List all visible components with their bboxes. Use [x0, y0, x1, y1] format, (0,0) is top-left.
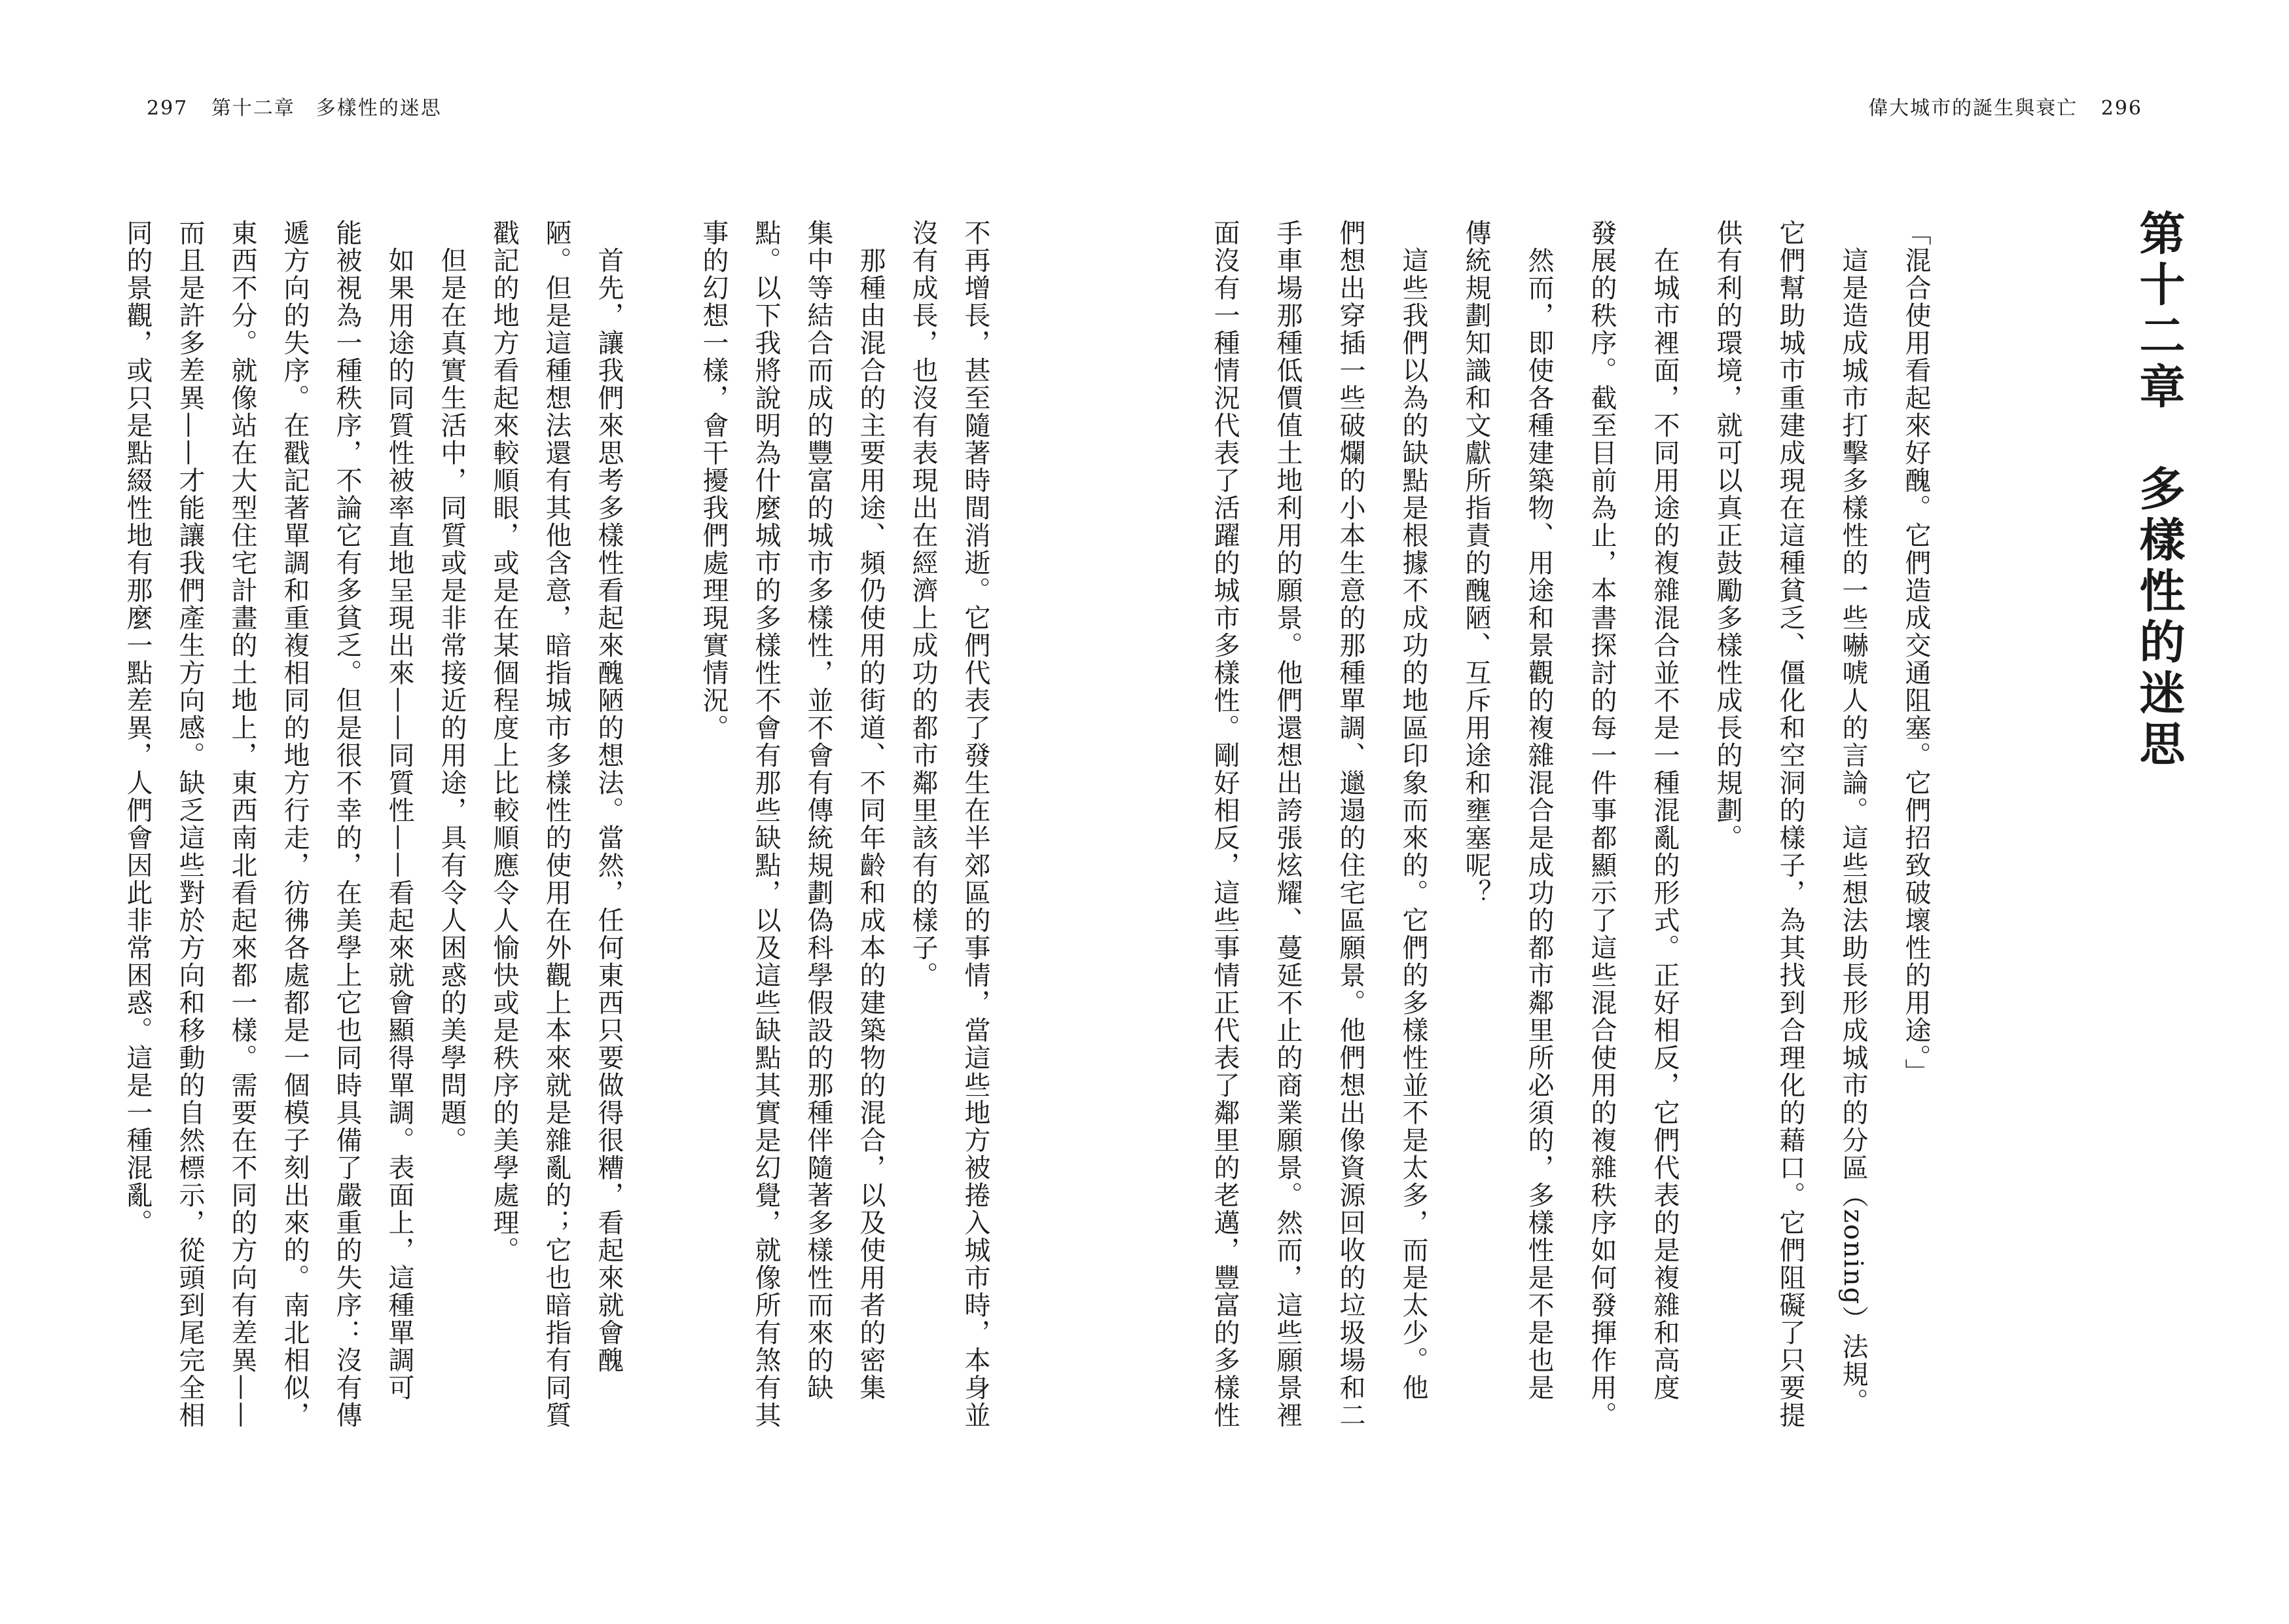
left-page: [0, 0, 1144, 1624]
text-column: 能被視為一種秩序，不論它有多貧乏。但是很不幸的，在美學上它也同時具備了嚴重的失序：沒有傳: [332, 219, 362, 1429]
text-column: 遞方向的失序。在戳記著單調和重複相同的地方行走，彷彿各處都是一個模子刻出來的。南北相似，: [279, 219, 310, 1429]
text-column: 供有利的環境，就可以真正鼓勵多樣性成長的規劃。: [1712, 219, 1742, 852]
text-column: 但是在真實生活中，同質或是非常接近的用途，具有令人困惑的美學問題。: [437, 219, 467, 1154]
chapter-title: 第十二章 多樣性的迷思: [2132, 209, 2186, 771]
text-column: 發展的秩序。截至目前為止，本書探討的每一件事都顯示了這些混合使用的複雜秩序如何發揮作用。: [1587, 219, 1617, 1429]
text-column: 如果用途的同質性被率直地呈現出來——同質性——看起來就會顯得單調。表面上，這種單調可: [384, 219, 414, 1401]
text-column: 事的幻想一樣，會干擾我們處理現實情況。: [698, 219, 729, 742]
text-column: 手車場那種低價值土地利用的願景。他們還想出誇張炫耀、蔓延不止的商業願景。然而，這些願景裡: [1272, 219, 1303, 1429]
right-page: [1144, 0, 2289, 1624]
text-column: 而且是許多差異——才能讓我們產生方向感。缺乏這些對於方向和移動的自然標示，從頭到尾完全相: [175, 219, 205, 1429]
running-book-title: 偉大城市的誕生與衰亡: [1868, 97, 2078, 120]
text-column: 在城市裡面，不同用途的複雜混合並不是一種混亂的形式。正好相反，它們代表的是複雜和高度: [1649, 219, 1680, 1401]
text-column: 陋。但是這種想法還有其他含意，暗指城市多樣性的使用在外觀上本來就是雜亂的；它也暗指有同質: [541, 219, 571, 1429]
text-column: 同的景觀，或只是點綴性地有那麼一點差異，人們會因此非常困惑。這是一種混亂。: [122, 219, 153, 1236]
text-column: 沒有成長，也沒有表現出在經濟上成功的都市鄰里該有的樣子。: [908, 219, 938, 989]
text-column: 那種由混合的主要用途、頻仍使用的街道、不同年齡和成本的建築物的混合，以及使用者的密集: [856, 219, 886, 1401]
text-column: 它們幫助城市重建成現在這種貧乏、僵化和空洞的樣子，為其找到合理化的藉口。它們阻礙了只要提: [1775, 219, 1805, 1429]
text-column: 東西不分。就像站在大型住宅計畫的土地上，東西南北看起來都一樣。需要在不同的方向有差異——: [227, 219, 257, 1429]
text-column: 點。以下我將說明為什麼城市的多樣性不會有那些缺點，以及這些缺點其實是幻覺，就像所有煞有其: [751, 219, 781, 1429]
text-column: 傳統規劃知識和文獻所指責的醜陋、互斥用途和壅塞呢？: [1461, 219, 1491, 907]
text-column: 集中等結合而成的豐富的城市多樣性，並不會有傳統規劃偽科學假設的那種伴隨著多樣性而來的缺: [803, 219, 833, 1401]
text-column: 戳記的地方看起來較順眼，或是在某個程度上比較順應令人愉快或是秩序的美學處理。: [489, 219, 519, 1264]
page-number-left: 297: [147, 97, 189, 120]
page-number-right: 296: [2100, 97, 2142, 120]
running-chapter-title: 第十二章 多樣性的迷思: [211, 97, 442, 120]
text-column: 不再增長，甚至隨著時間消逝。它們代表了發生在半郊區的事情，當這些地方被捲入城市時，本身並: [960, 219, 990, 1429]
text-column: 這是造成城市打擊多樣性的一些嚇唬人的言論。這些想法助長形成城市的分區（zoning）法規。: [1838, 219, 1868, 1416]
text-column: 然而，即使各種建築物、用途和景觀的複雜混合是成功的都市鄰里所必須的，多樣性是不是也是: [1524, 219, 1554, 1401]
text-column: 首先，讓我們來思考多樣性看起來醜陋的想法。當然，任何東西只要做得很糟，看起來就會醜: [594, 219, 624, 1374]
text-column: 們想出穿插一些破爛的小本生意的那種單調、邋遢的住宅區願景。他們想出像資源回收的垃圾場和二: [1335, 219, 1365, 1429]
text-column: 「混合使用看起來好醜。它們造成交通阻塞。它們招致破壞性的用途。」: [1901, 219, 1931, 1086]
text-column: 面沒有一種情況代表了活躍的城市多樣性。剛好相反，這些事情正代表了鄰里的老邁，豐富的多樣性: [1210, 219, 1240, 1429]
text-column: 這些我們以為的缺點是根據不成功的地區印象而來的。它們的多樣性並不是太多，而是太少。他: [1398, 219, 1428, 1401]
